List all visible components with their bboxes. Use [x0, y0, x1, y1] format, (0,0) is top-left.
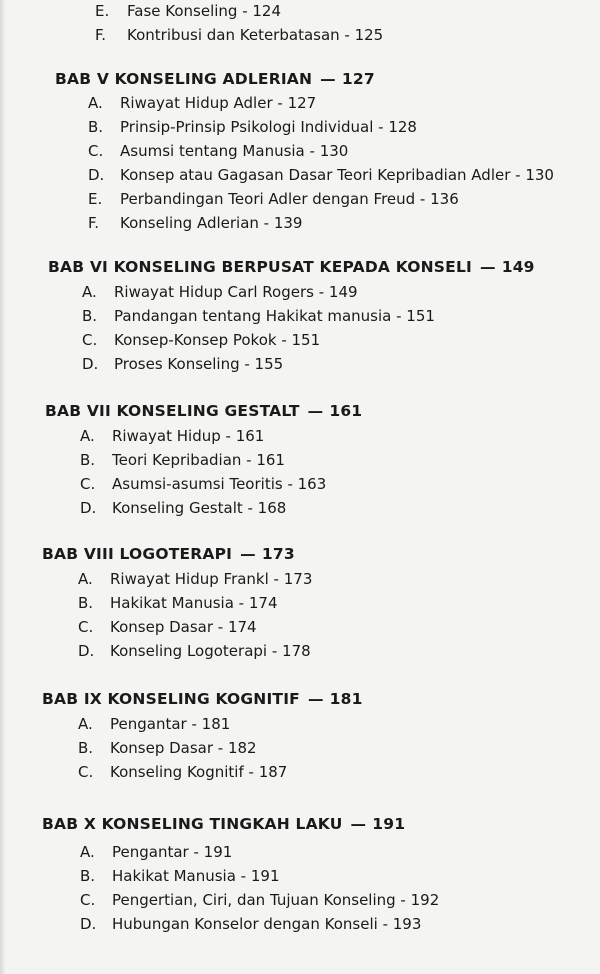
toc-item	[88, 118, 417, 136]
chapter-page: 191	[372, 815, 406, 833]
toc-item	[82, 283, 358, 301]
chapter-page: 181	[329, 690, 363, 708]
toc-item	[78, 739, 257, 757]
toc-item	[88, 142, 348, 160]
item-letter: A.	[82, 283, 97, 301]
toc-item	[78, 642, 311, 660]
chapter-heading	[42, 690, 363, 708]
chapter-dash: —	[240, 545, 256, 563]
item-letter: A.	[80, 843, 95, 861]
item-letter: B.	[78, 739, 94, 757]
chapter-heading	[45, 402, 362, 420]
toc-item	[80, 451, 285, 469]
item-text: Pengantar - 181	[110, 715, 231, 733]
item-letter: B.	[80, 867, 96, 885]
chapter-heading	[55, 70, 375, 88]
item-letter: C.	[78, 618, 94, 636]
toc-item	[82, 331, 320, 349]
chapter-heading	[42, 815, 405, 833]
item-letter: C.	[88, 142, 104, 160]
item-text: Riwayat Hidup Adler - 127	[120, 94, 317, 112]
item-text: Konsep Dasar - 182	[110, 739, 257, 757]
item-letter: D.	[78, 642, 95, 660]
item-letter: D.	[80, 499, 97, 517]
item-text: Pengantar - 191	[112, 843, 233, 861]
toc-item	[88, 94, 316, 112]
toc-item	[80, 475, 326, 493]
item-text: Riwayat Hidup Frankl - 173	[110, 570, 313, 588]
toc-item	[88, 214, 302, 232]
item-text: Konseling Logoterapi - 178	[110, 642, 311, 660]
item-letter: C.	[78, 763, 94, 781]
toc-item	[80, 499, 286, 517]
item-text: Riwayat Hidup - 161	[112, 427, 265, 445]
item-letter: F.	[88, 214, 99, 232]
item-letter: A.	[78, 570, 93, 588]
toc-item	[80, 915, 421, 933]
toc-item	[78, 594, 278, 612]
toc-item	[78, 618, 257, 636]
item-letter: C.	[80, 475, 96, 493]
chapter-title: BAB V KONSELING ADLERIAN	[55, 70, 313, 88]
item-text: Pandangan tentang Hakikat manusia - 151	[114, 307, 435, 325]
item-text: Konseling Adlerian - 139	[120, 214, 303, 232]
chapter-page: 161	[329, 402, 363, 420]
chapter-title: BAB VII KONSELING GESTALT	[45, 402, 300, 420]
item-letter: F.	[95, 26, 106, 44]
item-letter: E.	[95, 2, 110, 20]
chapter-title: BAB VI KONSELING BERPUSAT KEPADA KONSELI	[48, 258, 472, 276]
item-text: Pengertian, Ciri, dan Tujuan Konseling - 192	[112, 891, 440, 909]
chapter-dash: —	[307, 402, 324, 420]
item-text: Hakikat Manusia - 174	[110, 594, 278, 612]
toc-item	[82, 355, 283, 373]
item-letter: B.	[82, 307, 98, 325]
item-text: Asumsi tentang Manusia - 130	[120, 142, 349, 160]
item-text: Kontribusi dan Keterbatasan - 125	[127, 26, 384, 44]
item-letter: A.	[78, 715, 93, 733]
chapter-title: BAB X KONSELING TINGKAH LAKU	[42, 815, 343, 833]
item-letter: D.	[80, 915, 97, 933]
item-text: Konsep atau Gagasan Dasar Teori Kepribadian Adler - 130	[120, 166, 554, 184]
item-letter: D.	[82, 355, 99, 373]
toc-item	[95, 26, 383, 44]
toc-item	[80, 891, 439, 909]
chapter-dash: —	[480, 258, 496, 276]
item-text: Teori Kepribadian - 161	[112, 451, 285, 469]
toc-item	[80, 867, 280, 885]
chapter-heading	[42, 545, 295, 563]
item-text: Fase Konseling - 124	[127, 2, 282, 20]
toc-item	[78, 763, 287, 781]
toc-item	[78, 715, 230, 733]
item-letter: A.	[80, 427, 95, 445]
chapter-page: 127	[341, 70, 375, 88]
toc-item	[78, 570, 312, 588]
item-text: Konseling Kognitif - 187	[110, 763, 288, 781]
item-text: Konseling Gestalt - 168	[112, 499, 287, 517]
chapter-title: BAB VIII LOGOTERAPI	[42, 545, 233, 563]
item-text: Perbandingan Teori Adler dengan Freud - 136	[120, 190, 459, 208]
chapter-heading	[48, 258, 535, 276]
item-text: Prinsip-Prinsip Psikologi Individual - 128	[120, 118, 417, 136]
chapter-dash: —	[320, 70, 336, 88]
toc-item	[88, 166, 554, 184]
item-letter: B.	[88, 118, 104, 136]
toc-item	[95, 2, 281, 20]
item-letter: D.	[88, 166, 105, 184]
item-letter: C.	[80, 891, 96, 909]
item-letter: A.	[88, 94, 103, 112]
chapter-dash: —	[307, 690, 324, 708]
item-text: Konsep Dasar - 174	[110, 618, 257, 636]
chapter-page: 149	[501, 258, 535, 276]
item-text: Riwayat Hidup Carl Rogers - 149	[114, 283, 358, 301]
item-letter: C.	[82, 331, 98, 349]
item-text: Proses Konseling - 155	[114, 355, 284, 373]
chapter-page: 173	[261, 545, 295, 563]
item-letter: E.	[88, 190, 103, 208]
chapter-title: BAB IX KONSELING KOGNITIF	[42, 690, 300, 708]
item-text: Hubungan Konselor dengan Konseli - 193	[112, 915, 422, 933]
item-letter: B.	[78, 594, 94, 612]
toc-item	[80, 843, 232, 861]
toc-item	[80, 427, 264, 445]
item-text: Hakikat Manusia - 191	[112, 867, 280, 885]
chapter-dash: —	[350, 815, 367, 833]
item-text: Konsep-Konsep Pokok - 151	[114, 331, 321, 349]
item-text: Asumsi-asumsi Teoritis - 163	[112, 475, 327, 493]
toc-item	[82, 307, 435, 325]
toc-item	[88, 190, 459, 208]
item-letter: B.	[80, 451, 96, 469]
